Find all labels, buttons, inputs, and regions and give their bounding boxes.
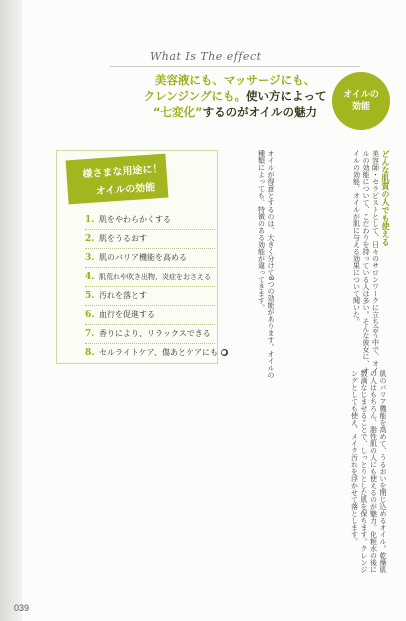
effect-item <box>85 230 215 249</box>
effect-text: 香りにより、リラックスできる <box>99 329 211 338</box>
effect-number: 7. <box>85 329 95 339</box>
oil-effects-box <box>56 150 227 364</box>
effect-text: 血行を促進する <box>99 310 155 319</box>
column-1-body: 美容師・セラピストとして、日々のサロンワークに立ち会う中で、オイルの効能について、こだわりを持っている人は多い。そんな彼女に、オイルの効能、オイルが肌に与える効果について聞いた。 <box>352 150 380 374</box>
badge-line-2: 効能 <box>351 102 370 112</box>
effect-text: 汚れを落とす <box>99 291 147 300</box>
effect-number: 5. <box>85 291 95 301</box>
oil-effect-badge <box>332 72 390 130</box>
article-column-2 <box>215 150 275 380</box>
title-divider <box>110 66 360 67</box>
headline-text-2a: クレンジングにも。 <box>143 89 246 103</box>
section-title-english: What Is The effect <box>150 50 262 63</box>
effect-text: 肌のバリア機能を高める <box>99 253 187 262</box>
box-header-line-1: 様さまな用途に！ <box>82 163 163 181</box>
article-column-1 <box>278 150 390 380</box>
column-2-body: オイルが得意とするのは、大きく分けて8つの効能があります。オイルの種類によっても、特徴のある効能が違ってきます。 <box>257 150 275 379</box>
article-column-3 <box>22 370 387 575</box>
effect-number: 1. <box>85 215 95 225</box>
effect-item <box>85 211 215 230</box>
page-gutter <box>0 0 22 621</box>
headline-text-2b: 使い方によって <box>245 89 327 103</box>
badge-line-1: オイルの <box>343 90 379 100</box>
page-number: 039 <box>14 603 30 613</box>
effect-number: 3. <box>85 253 95 263</box>
effect-number: 4. <box>85 272 95 282</box>
circle-bullet-icon: ● <box>221 349 227 356</box>
headline-text-3a: “七変化” <box>152 105 203 119</box>
effect-item <box>85 325 215 344</box>
column-3-body: 肌のバリア機能を高めて、うるおいを閉じ込めるオイル。乾燥肌の人はもちろん、脂性肌の人にも使えるのが魅力。化粧水の後に数滴なじませることで、しっとりとした肌を保ちます。クレンジングとしても使え、メイク汚れを浮かせて落とします。 <box>350 370 387 573</box>
box-header <box>66 154 169 205</box>
effect-item <box>85 287 215 306</box>
box-header-line-2: オイルの効能 <box>95 182 156 198</box>
effect-text: 肌をやわらかくする <box>99 215 171 224</box>
column-1-lead: どんな肌質の人でも使える <box>381 150 390 246</box>
effect-item <box>85 268 215 287</box>
effect-item <box>85 249 215 268</box>
effect-item <box>85 344 227 362</box>
effect-text: 肌荒れや吹き出物、炎症をおさえる <box>99 273 211 281</box>
effect-number: 2. <box>85 234 95 244</box>
effect-number: 6. <box>85 310 95 320</box>
effect-item <box>85 306 215 325</box>
headline-text-3b: するのがオイルの魅力 <box>202 105 318 119</box>
effect-text: セルライトケア、傷あとケアにも <box>99 348 218 357</box>
effect-text: 肌をうるおす <box>99 234 147 243</box>
headline-text-1: 美容液にも、マッサージにも、 <box>154 73 316 87</box>
effect-number: 8. <box>85 348 95 358</box>
